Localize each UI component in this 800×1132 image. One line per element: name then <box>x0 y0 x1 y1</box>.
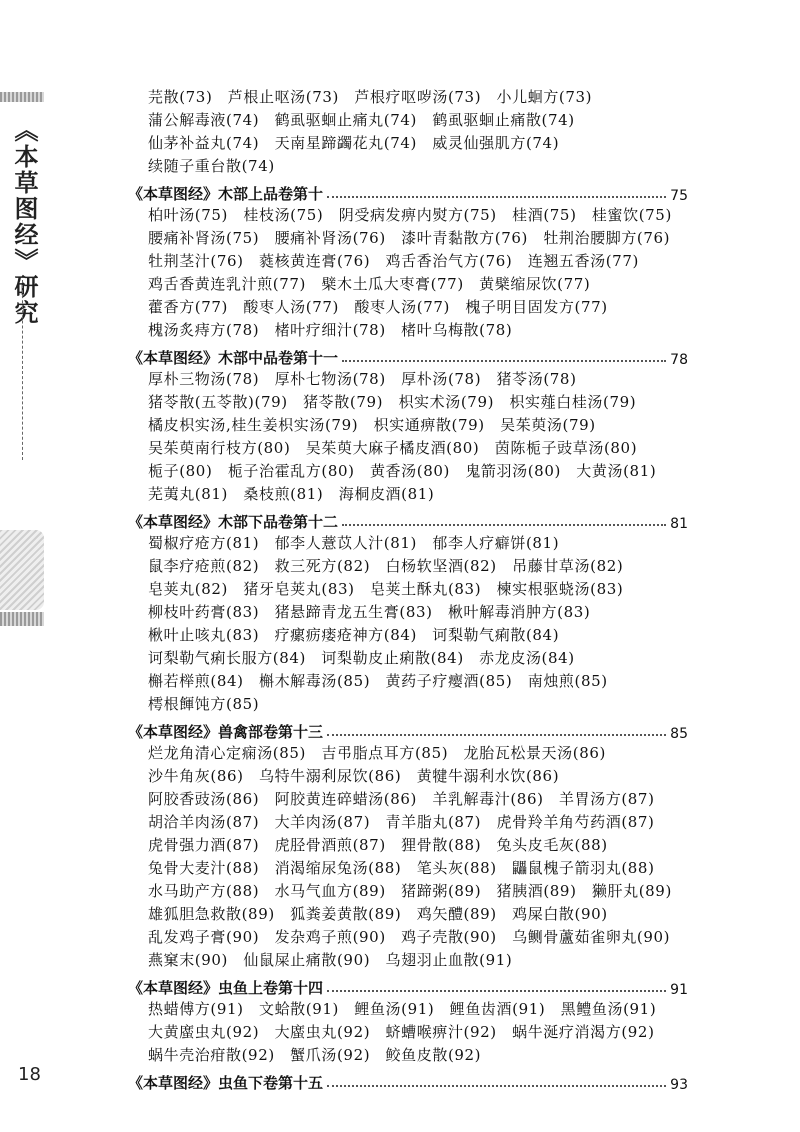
toc-entry: 鸡舌香黄连乳汁煎(77) <box>148 275 306 293</box>
section-entries <box>128 742 688 972</box>
section-page-number: 81 <box>670 516 688 532</box>
toc-entry: 仙茅补益丸(74) <box>148 134 260 152</box>
toc-entry: 黑鳢鱼汤(91) <box>560 1000 657 1018</box>
section-title: 《本草图经》木部下品卷第十二 <box>128 513 339 531</box>
margin-stripe-decoration <box>0 92 44 102</box>
toc-entry: 黄檗缩尿饮(77) <box>479 275 591 293</box>
toc-entry: 猪苓散(79) <box>303 393 384 411</box>
toc-entry: 黄药子疗瘿酒(85) <box>385 672 513 690</box>
toc-entry: 虎骨羚羊角芍药酒(87) <box>496 813 655 831</box>
toc-entry: 桂枝汤(75) <box>243 206 324 224</box>
toc-entry: 狐粪姜黄散(89) <box>290 905 402 923</box>
toc-entry: 兔头皮毛灰(88) <box>496 836 608 854</box>
toc-entry: 猪苓汤(78) <box>496 370 577 388</box>
toc-entry: 消渴缩尿兔汤(88) <box>274 859 402 877</box>
running-book-title: 《本草图经》研究 <box>10 118 38 326</box>
toc-entry: 枳实术汤(79) <box>398 393 495 411</box>
toc-entry: 栀子治霍乱方(80) <box>227 462 355 480</box>
toc-entry: 槲木解毒汤(85) <box>258 672 371 690</box>
toc-entry: 发杂鸡子煎(90) <box>274 928 386 946</box>
toc-entry: 小儿蛔方(73) <box>496 88 593 106</box>
toc-entry: 郁李人薏苡人汁(81) <box>274 534 417 552</box>
toc-entry: 沙牛角灰(86) <box>148 767 244 785</box>
toc-entry: 牡荆茎汁(76) <box>148 252 244 270</box>
toc-entry: 续随子重台散(74) <box>148 157 275 175</box>
toc-entry: 鼺鼠槐子箭羽丸(88) <box>512 859 655 877</box>
toc-entry: 诃梨勒皮止痢散(84) <box>321 649 464 667</box>
toc-entry: 楮叶疗细汁(78) <box>274 321 386 339</box>
toc-entry: 楸叶解毒消肿方(83) <box>447 603 591 621</box>
section-heading <box>128 974 688 998</box>
section-title: 《本草图经》虫鱼上卷第十四 <box>128 979 324 997</box>
section-page-number: 91 <box>670 982 688 998</box>
toc-entry: 吊藤甘草汤(82) <box>512 557 624 575</box>
toc-entry: 连翘五香汤(77) <box>527 252 639 270</box>
toc-entry: 槐子明目固发方(77) <box>465 298 608 316</box>
toc-entry: 威灵仙强肌方(74) <box>432 134 560 152</box>
toc-entry: 酸枣人汤(77) <box>243 298 339 316</box>
toc-entry: 诃梨勒气痢散(84) <box>432 626 560 644</box>
toc-entry: 橘皮枳实汤,桂生姜枳实汤(79) <box>148 416 359 434</box>
section-heading <box>128 180 688 204</box>
section-entries <box>128 368 688 506</box>
toc-entry: 吴茱萸汤(79) <box>500 416 596 434</box>
table-of-contents <box>128 86 688 1093</box>
toc-entry: 虎胫骨酒煎(87) <box>274 836 386 854</box>
toc-entry: 大黄汤(81) <box>576 462 657 480</box>
toc-entry: 乌特牛溺利尿饮(86) <box>258 767 402 785</box>
toc-entry: 腰痛补肾汤(75) <box>148 229 260 247</box>
toc-entry: 枳实通痹散(79) <box>373 416 485 434</box>
section-entries <box>128 532 688 716</box>
section-entries <box>128 204 688 342</box>
toc-entry: 天南星蹄蠲花丸(74) <box>274 134 417 152</box>
toc-entry: 芦根止呕汤(73) <box>227 88 339 106</box>
toc-entry: 牡荆治腰脚方(76) <box>543 229 671 247</box>
toc-entry: 猪悬蹄青龙五生膏(83) <box>274 603 433 621</box>
toc-entry: 猪苓散(五苓散)(79) <box>148 393 288 411</box>
toc-entry: 救三死方(82) <box>274 557 371 575</box>
toc-entry: 獭肝丸(89) <box>591 882 672 900</box>
toc-entry: 檗木土瓜大枣膏(77) <box>321 275 464 293</box>
dot-leader <box>342 360 666 362</box>
toc-entry: 羊胃汤方(87) <box>558 790 655 808</box>
toc-entry: 大䗪虫丸(92) <box>274 1023 371 1041</box>
toc-entry: 仙鼠屎止痛散(90) <box>243 951 371 969</box>
toc-entry: 猪牙皂荚丸(83) <box>243 580 355 598</box>
toc-entry: 白杨软坚酒(82) <box>385 557 497 575</box>
toc-entry: 栀子(80) <box>148 462 213 480</box>
section-heading <box>128 508 688 532</box>
section-title: 《本草图经》木部中品卷第十一 <box>128 349 339 367</box>
toc-entry: 虎骨强力酒(87) <box>148 836 260 854</box>
section-page-number: 93 <box>670 1077 688 1093</box>
toc-entry: 乌翅羽止血散(91) <box>385 951 513 969</box>
dot-leader <box>327 734 666 736</box>
toc-entry: 吉弔脂点耳方(85) <box>321 744 449 762</box>
toc-entry: 樗根餫饨方(85) <box>148 695 260 713</box>
toc-entry: 芫散(73) <box>148 88 213 106</box>
section-page-number: 85 <box>670 726 688 742</box>
toc-entry: 厚朴三物汤(78) <box>148 370 260 388</box>
toc-entry: 乱发鸡子膏(90) <box>148 928 260 946</box>
toc-entry: 热蜡傅方(91) <box>148 1000 244 1018</box>
toc-entry: 桑枝煎(81) <box>243 485 324 503</box>
section-title: 《本草图经》兽禽部卷第十三 <box>128 723 324 741</box>
toc-entry: 楮叶乌梅散(78) <box>401 321 513 339</box>
toc-entry: 皂荚丸(82) <box>148 580 228 598</box>
toc-entry: 鲛鱼皮散(92) <box>385 1046 482 1064</box>
toc-entry: 吴茱萸大麻子橘皮酒(80) <box>305 439 480 457</box>
toc-entry: 水马气血方(89) <box>274 882 386 900</box>
toc-entry: 酸枣人汤(77) <box>354 298 450 316</box>
toc-entry: 槲若榉煎(84) <box>148 672 244 690</box>
toc-entry: 柳枝叶药膏(83) <box>148 603 260 621</box>
toc-entry: 蒲公解毒液(74) <box>148 111 260 129</box>
toc-entry: 鸡屎白散(90) <box>512 905 608 923</box>
toc-entry: 厚朴汤(78) <box>401 370 482 388</box>
dot-leader <box>327 196 666 198</box>
toc-entry: 兔骨大麦汁(88) <box>148 859 260 877</box>
toc-entry: 漆叶青黏散方(76) <box>401 229 528 247</box>
dotted-margin-line <box>22 280 23 460</box>
toc-entry: 鸡舌香治气方(76) <box>385 252 513 270</box>
margin-stripe-decoration <box>0 612 44 626</box>
toc-entry: 蜀椒疗疮方(81) <box>148 534 260 552</box>
toc-entry: 桂蜜饮(75) <box>591 206 672 224</box>
toc-entry: 柏叶汤(75) <box>148 206 228 224</box>
section-entries <box>128 998 688 1067</box>
toc-entry: 猪胰酒(89) <box>496 882 577 900</box>
toc-entry: 文蛤散(91) <box>258 1000 339 1018</box>
toc-entry: 海桐皮酒(81) <box>338 485 435 503</box>
section-heading <box>128 718 688 742</box>
section-heading <box>128 1069 688 1093</box>
toc-entry: 阴受病发痹内熨方(75) <box>338 206 497 224</box>
toc-entry: 狸骨散(88) <box>401 836 482 854</box>
toc-entry: 桂酒(75) <box>512 206 577 224</box>
toc-entry: 槐汤炙痔方(78) <box>148 321 260 339</box>
section-page-number: 78 <box>670 352 688 368</box>
toc-entry: 枳实薤白桂汤(79) <box>509 393 637 411</box>
toc-entry: 吴茱萸南行枝方(80) <box>148 439 291 457</box>
toc-entry: 鸡矢醴(89) <box>416 905 497 923</box>
dot-leader <box>327 990 666 992</box>
toc-entry: 鲤鱼汤(91) <box>354 1000 435 1018</box>
toc-entry: 羊乳解毒汁(86) <box>432 790 544 808</box>
toc-entry: 大羊肉汤(87) <box>274 813 371 831</box>
toc-entry: 猪蹄粥(89) <box>401 882 482 900</box>
toc-entry: 蟹爪汤(92) <box>290 1046 371 1064</box>
toc-entry: 芦根疗呕哕汤(73) <box>354 88 482 106</box>
toc-entry: 鹤虱驱蛔止痛丸(74) <box>274 111 417 129</box>
toc-entry: 鸡子壳散(90) <box>401 928 497 946</box>
toc-entry: 龙胎瓦松景天汤(86) <box>463 744 606 762</box>
toc-entry: 茵陈栀子豉草汤(80) <box>494 439 638 457</box>
section-title: 《本草图经》虫鱼下卷第十五 <box>128 1074 324 1092</box>
dot-leader <box>342 524 666 526</box>
section-title: 《本草图经》木部上品卷第十 <box>128 185 324 203</box>
toc-entry: 郁李人疗癖饼(81) <box>432 534 560 552</box>
toc-entry: 烂龙角清心定痫汤(85) <box>148 744 306 762</box>
toc-entry: 楸叶止咳丸(83) <box>148 626 260 644</box>
toc-entry: 皂荚土酥丸(83) <box>369 580 482 598</box>
toc-entry: 鬼箭羽汤(80) <box>465 462 561 480</box>
toc-sections <box>128 180 688 1093</box>
toc-entry: 诃梨勒气痢长服方(84) <box>148 649 306 667</box>
section-page-number: 75 <box>670 188 688 204</box>
toc-entry: 楝实根驱蛲汤(83) <box>496 580 624 598</box>
intro-entries <box>128 86 688 178</box>
toc-entry: 厚朴七物汤(78) <box>274 370 386 388</box>
toc-entry: 鲤鱼齿酒(91) <box>449 1000 546 1018</box>
toc-entry: 蛴螬喉痹汁(92) <box>385 1023 497 1041</box>
herb-illustration-decoration <box>0 530 44 610</box>
toc-entry: 藿香方(77) <box>148 298 228 316</box>
toc-entry: 蕤核黄连膏(76) <box>258 252 371 270</box>
toc-entry: 鼠李疗疮煎(82) <box>148 557 260 575</box>
toc-entry: 燕窠末(90) <box>148 951 228 969</box>
page-number: 18 <box>18 1064 41 1085</box>
toc-entry: 黄香汤(80) <box>369 462 450 480</box>
toc-entry: 赤龙皮汤(84) <box>479 649 575 667</box>
toc-entry: 疗瘰疬瘘疮神方(84) <box>274 626 417 644</box>
toc-entry: 南烛煎(85) <box>527 672 608 690</box>
toc-entry: 胡洽羊肉汤(87) <box>148 813 260 831</box>
toc-entry: 阿胶黄连碎蜡汤(86) <box>274 790 417 808</box>
dot-leader <box>327 1085 666 1087</box>
section-heading <box>128 344 688 368</box>
toc-entry: 笔头灰(88) <box>416 859 497 877</box>
toc-entry: 雄狐胆急救散(89) <box>148 905 275 923</box>
toc-entry: 蜗牛壳治疳散(92) <box>148 1046 275 1064</box>
toc-entry: 鹤虱驱蛔止痛散(74) <box>432 111 575 129</box>
toc-entry: 水马助产方(88) <box>148 882 260 900</box>
toc-entry: 大黄䗪虫丸(92) <box>148 1023 260 1041</box>
side-margin <box>0 0 60 1132</box>
toc-entry: 蜗牛涎疗消渴方(92) <box>512 1023 655 1041</box>
toc-entry: 腰痛补肾汤(76) <box>274 229 386 247</box>
toc-entry: 青羊脂丸(87) <box>385 813 482 831</box>
toc-entry: 黄犍牛溺利水饮(86) <box>416 767 560 785</box>
toc-entry: 乌鲗骨蘆茹雀卵丸(90) <box>512 928 671 946</box>
toc-entry: 阿胶香豉汤(86) <box>148 790 260 808</box>
toc-entry: 芜荑丸(81) <box>148 485 228 503</box>
